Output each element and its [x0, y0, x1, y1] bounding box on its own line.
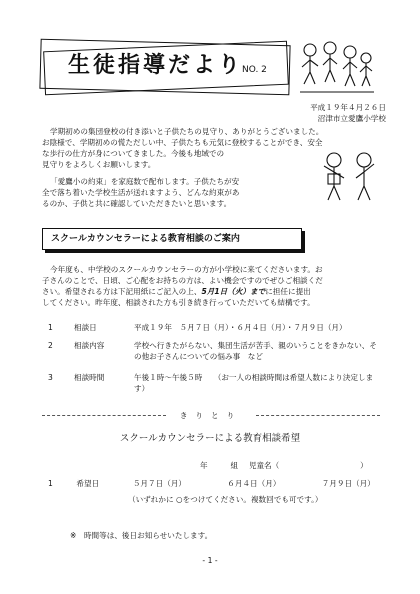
grade-label: 年: [200, 461, 208, 470]
section-title: スクールカウンセラーによる教育相談のご案内: [51, 234, 240, 244]
date-option[interactable]: ７月９日（月）: [321, 479, 375, 488]
intro-line: な歩行の仕方が身についてきました。今後も地域での: [42, 149, 225, 158]
promise-paragraph: [42, 176, 292, 209]
detail-number: 1: [48, 323, 53, 332]
time-notice: ※ 時間等は、後日お知らせいたします。: [70, 531, 213, 540]
counsel-line: 今年度も、中学校のスクールカウンセラーの方が小学校に来てくださいます。お: [50, 265, 323, 274]
detail-row: [48, 372, 388, 394]
page-title: 生徒指導だより: [68, 53, 244, 78]
detail-value: 平成１９年 ５月７日（月）・６月４日（月）・７月９日（月）: [134, 323, 347, 332]
preferred-date-label: 希望日: [76, 479, 100, 488]
detail-label: 相談日: [74, 323, 97, 332]
counsel-line: [42, 286, 380, 297]
student-info-line: [200, 460, 368, 471]
school-name: 沼津市立愛鷹小学校: [317, 114, 386, 123]
counseling-paragraph: [42, 264, 380, 308]
detail-label: 相談時間: [74, 373, 105, 382]
title-banner: [40, 42, 292, 96]
children-greeting-illustration: [318, 148, 384, 208]
children-walking-illustration: [298, 40, 376, 98]
deadline-text: 5月1日（火）まで: [201, 287, 266, 296]
detail-label: 相談内容: [74, 341, 105, 350]
intro-line: 見守りをよろしくお願いします。: [42, 160, 156, 169]
promise-line: 「愛鷹小の約束」を家庭数で配布します。子供たちが安: [50, 177, 240, 186]
counsel-text: さい。希望される方は下記用紙にご記入の上、: [42, 287, 202, 296]
detail-row: [48, 322, 388, 333]
intro-line: 学期初めの集団登校の付き添いと子供たちの見守り、ありがとうございました。: [50, 127, 324, 136]
date-option[interactable]: ６月４日（月）: [227, 479, 281, 488]
preferred-date-row: [48, 478, 375, 489]
cut-dash-right: [256, 415, 380, 416]
intro-line: お陰様で、学期初めの慌ただしい中、子供たちも元気に登校することができ、安全: [42, 138, 323, 147]
counsel-line: してください。昨年度、相談された方も引き続き行っていただいても結構です。: [42, 298, 315, 307]
promise-line: 全で落ち着いた学校生活が送れますよう、どんな約束があ: [42, 188, 240, 197]
detail-value: 学校へ行きたがらない、集団生活が苦手、親のいうことをきかない、その他お子さんについての悩み事 など: [134, 341, 377, 361]
class-label: 組: [230, 461, 239, 470]
counseling-section-heading: [42, 228, 302, 250]
date-option[interactable]: ５月７日（月）: [132, 479, 186, 488]
issue-number: NO. 2: [242, 65, 267, 75]
form-note: （いずれかに ○をつけてください。複数回でも可です。）: [128, 495, 323, 504]
promise-line: るのか、子供と共に確認していただきたいと思います。: [42, 199, 232, 208]
counsel-line: 子さんのことで、日頃、ご心配をお持ちの方は、よい機会ですのでぜひご相談くだ: [42, 276, 323, 285]
cut-line: [42, 410, 380, 420]
preferred-date-number: 1: [48, 479, 53, 488]
form-title: スクールカウンセラーによる教育相談希望: [119, 433, 301, 444]
detail-value: 午後１時～午後５時 （お一人の相談時間は希望人数により決定します）: [134, 373, 374, 393]
issue-date: 平成１９年４月２６日: [310, 103, 386, 112]
detail-number: 3: [48, 373, 53, 382]
student-name-label: 児童名（: [248, 461, 280, 470]
detail-row: [48, 340, 388, 362]
detail-number: 2: [48, 341, 53, 350]
cut-dash-left: [42, 415, 166, 416]
page-number: - 1 -: [202, 556, 218, 565]
student-name-close: ）: [360, 461, 368, 470]
cut-label: きりとり: [179, 410, 243, 420]
counsel-text: に担任に提出: [265, 287, 311, 296]
